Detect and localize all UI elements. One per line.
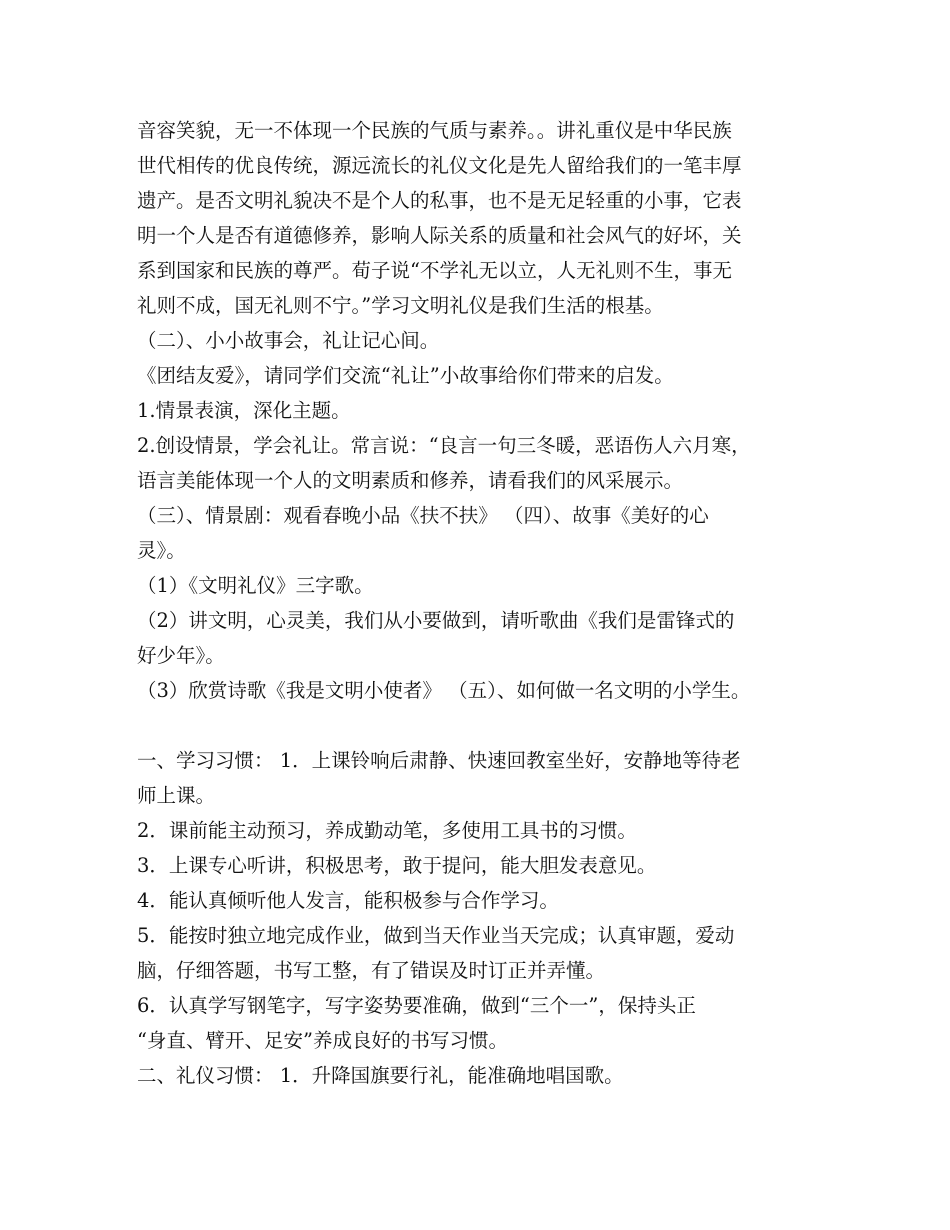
text-line: 《团结友爱》，请同学们交流“礼让”小故事给你们带来的启发。 bbox=[137, 364, 674, 387]
list-item: 1.情景表演，深化主题。 bbox=[137, 399, 351, 422]
section-heading: （二）、小小故事会，礼让记心间。 bbox=[137, 329, 440, 352]
blank-line bbox=[137, 708, 837, 743]
list-item: 6．认真学写钢笔字，写字姿势要准确，做到“三个一”，保持头正 bbox=[137, 994, 696, 1017]
document-page bbox=[137, 113, 837, 1093]
text-line: 遗产。是否文明礼貌决不是个人的私事，也不是无足轻重的小事，它表 bbox=[137, 189, 742, 212]
list-item: 4．能认真倾听他人发言，能积极参与合作学习。 bbox=[137, 889, 559, 912]
list-item: 2．课前能主动预习，养成勤动笔，多使用工具书的习惯。 bbox=[137, 819, 637, 842]
text-line: 礼则不成，国无礼则不宁。”学习文明礼仪是我们生活的根基。 bbox=[137, 294, 664, 317]
text-line: 师上课。 bbox=[137, 784, 216, 807]
section-heading: 二、礼仪习惯： 1．升降国旗要行礼，能准确地唱国歌。 bbox=[137, 1064, 624, 1087]
text-line: 脑，仔细答题，书写工整，有了错误及时订正并弄懂。 bbox=[137, 959, 606, 982]
list-item: 3．上课专心听讲，积极思考，敢于提问，能大胆发表意见。 bbox=[137, 854, 657, 877]
text-line: 语言美能体现一个人的文明素质和修养，请看我们的风采展示。 bbox=[137, 469, 684, 492]
section-heading: （三）、情景剧：观看春晚小品《扶不扶》 （四）、故事《美好的心 bbox=[137, 504, 709, 527]
list-item: （3）欣赏诗歌《我是文明小使者》 （五）、如何做一名文明的小学生。 bbox=[137, 679, 751, 702]
text-line: “身直、臂开、足安”养成良好的书写习惯。 bbox=[137, 1029, 508, 1052]
list-item: （2）讲文明，心灵美，我们从小要做到，请听歌曲《我们是雷锋式的 bbox=[137, 609, 735, 632]
list-item: （1）《文明礼仪》三字歌。 bbox=[137, 574, 374, 597]
text-line: 音容笑貌，无一不体现一个民族的气质与素养。。讲礼重仪是中华民族 bbox=[137, 119, 732, 142]
list-item: 5．能按时独立地完成作业，做到当天作业当天完成；认真审题，爱动 bbox=[137, 924, 735, 947]
text-line: 明一个人是否有道德修养，影响人际关系的质量和社会风气的好坏，关 bbox=[137, 224, 742, 247]
section-heading: 一、学习习惯： 1．上课铃响后肃静、快速回教室坐好，安静地等待老 bbox=[137, 749, 741, 772]
text-line: 世代相传的优良传统，源远流长的礼仪文化是先人留给我们的一笔丰厚 bbox=[137, 154, 742, 177]
text-line: 灵》。 bbox=[137, 539, 186, 562]
text-line: 好少年》。 bbox=[137, 644, 225, 667]
list-item: 2.创设情景，学会礼让。常言说：“良言一句三冬暖，恶语伤人六月寒， bbox=[137, 434, 751, 457]
text-line: 系到国家和民族的尊严。荀子说“不学礼无以立，人无礼则不生，事无 bbox=[137, 259, 732, 282]
